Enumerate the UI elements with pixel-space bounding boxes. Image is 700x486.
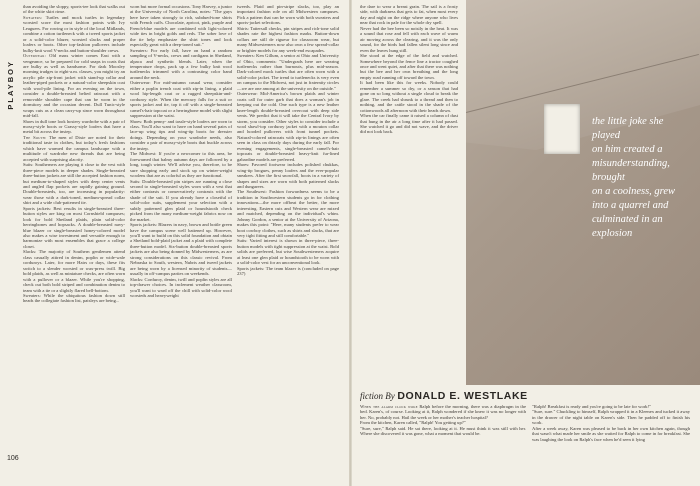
- paragraph: "Sure, sure," Ralph said. He sat there, looking at it. He must think it was still with her. Where she discovered it was gone, what a moment that would be.: [360, 425, 526, 437]
- paragraph: tweeds. Plaid and pin-stripe slacks, too, play an important fashion role on all Midwestern campuses. Pick a pattern that can be worn with both sweaters and sports-jacket selections.: [237, 4, 339, 26]
- page-gutter: [349, 0, 352, 486]
- paragraph: Shirts: Tattersall checks, pin stripes and rich-tone solid shades rate the highest fashion marks. Button-down collars are still de rigueur for classroom wear, but many Midwesterners now also own a few spread-collar or brighter models for any week-end escapades.: [237, 25, 339, 53]
- paragraph: "Sure, sure." Chuckling to himself, Ralph wrapped it in a Kleenex and tucked it away in the drawer of the night table on Karen's side. Then he padded off to finish his work.: [532, 409, 690, 426]
- paragraph: Sports jackets: The team blazer is (concluded on page 237): [237, 265, 339, 277]
- pull-quote-line: on a coolness, grew: [592, 186, 676, 197]
- paragraph: "Ralph! Breakfast is ready and you're going to be late for work!": [532, 404, 652, 409]
- paragraph: Never had the bee been so noisily in the heat. It was a sound that rose and fell with each wave of warm air moving across the clearing, and it was the only sound, for the birds had fallen silent long since and even the leaves hung still.: [360, 25, 458, 53]
- paragraph: Ralph before the morning, there was a diaphragm in the bed. Karen's, of course. Looking at it, Ralph wondered if she knew it was no longer with her. No, probably not. Hail the week or her mother's teacher hospital?: [360, 404, 526, 420]
- paragraph: Outerwear: For mid-autumn casual wear, consider either a poplin trench coat with zip-in lining, a plaid wool hip-length coat or a rugged sheepskin-and-corduroy style. When the mercury falls for a suit or sports jacket and tie, top it off with a single-breasted camel's-hair topcoat or a herringbone model with slight suppression at the waist.: [130, 80, 232, 119]
- leather-wallet-illustration: [466, 0, 700, 385]
- pull-quote-line: the little joke she played: [592, 116, 664, 141]
- paragraph: Slacks: Corduroy, denim, twill and poplin styles are all top-drawer choices. In inclement weather classroom, you'll want to ward off the chill with solid-color wool worsteds and heavyweight: [130, 276, 232, 299]
- article-column-3: [237, 4, 339, 464]
- paragraph: Outerwear: Mid-America's brown plaids and winter coats call for outer garb that does a woman's job in keeping out the cold. One such type is a new leather knee-length double-breasted overcoat with deep side vents. We predict that it will take the Central Ivory by storm, you consider. Other styles to consider include a wool shawl-top corduroy jacket with a mouton collar and hooded pullovers with front tunnel pockets. Natural-colored raincoats with zip-in linings are often seen in class on drizzly days during the early fall. For evening engagements, single-breasted camel's-hair topcoats or double-breasted heavy-knit fur-lined gabardine models are preferred.: [237, 91, 339, 162]
- story-byline: [360, 390, 690, 402]
- story-body-right: [532, 404, 690, 482]
- author-name: DONALD E. WESTLAKE: [397, 390, 528, 402]
- paragraph: Suits: Varied interest is shown in three-piece, three-button models with tight suppression at the waist. Bold solids are preferred, but wise Southwesterners acquire at least one glen plaid or houndstooth to be worn with a solid-color vest for an unconventional look.: [237, 238, 339, 266]
- paragraph: The men of Dixie are noted for their traditional taste in clothes, but today's fresh fashions which have warmed the campus landscape with a multitude of wardrobe new threads that are being accepted with surprising alacrity.: [23, 134, 125, 162]
- paragraph: Turtles and mock turtles in legendary worsted score the most fashion points with Ivy Leaguers. For rowing or in style of the local Midlands, combine a cotton turtleneck with a tweed sports jacket or a solid-color blazer, worsted slacks and proper loafers or boots. Other top-fashion pullovers include bulky-knit wool V-necks and button-shoulder crews.: [23, 14, 125, 53]
- pull-quote-line: into a quarrel and: [592, 200, 669, 211]
- page-number: 106: [7, 455, 19, 462]
- story-lead: When the alarm clock woke: [360, 404, 418, 409]
- story-body-left: [360, 404, 526, 482]
- paragraph: Shoes in dull tone look hosiery wardrobe with a pair of mossy-style boots or Grassy-style loafers that have a metal bit across the instep.: [23, 118, 125, 135]
- paragraph: Suits: Southerners are playing it close to the vest with three-piece models in deeper shades. Single-breasted three-button jackets are still the accepted fashion norm, but medium-to-shaped styles with deep center vents and angled flap pockets are rapidly gaining ground. Double-breasteds, too, are increasing in popularity: wear those with a dark-toned, medium-spread collar shirt and a wide club-patterned tie.: [23, 162, 125, 206]
- paragraph: Suits: Double-breasted pin stripes are running a close second to single-breasted styles worn with a vest that either contrasts or conservatively contrasts with the shade of the suit. If you already have a closetful of solid-color suits, supplement your selection with a subtly patterned glen plaid or houndstooth check picked from the many medium-weight fabrics now on the market.: [130, 178, 232, 222]
- paragraph: Sweaters: Ken Gillum, a senior at Ohio and University of Ohio, comments: "Undergrads here are wearing turtlenecks rather than burnouts, plus mid-season. Dark-colored mock turtles that are often worn with a solid-color jacket. The trend to turtlenecks is very even on campus to the Midwest, not just in fraternity circles—we are one among at the university on the outside.": [237, 53, 339, 91]
- paragraph: Sweaters: For early fall, have on hand a random sampling of V-necks, crews and cardigans in Shetland, alpaca and synthetic blends. Later, when the temperature drops, pack up a few bulky knit wool turtlenecks trimmed with a contrasting color band around the neck.: [130, 47, 232, 80]
- paragraph: After a week away, Karen was pleased to be back in her own kitchen again, though that wasn't what made her smile as she waited for Ralph to come in for breakfast. She was laughing the look on Ralph's face when he'd seen it lying: [532, 425, 690, 442]
- pull-quote: [592, 115, 692, 241]
- byline-label: fiction By: [360, 391, 395, 401]
- section-lead: Outerwear:: [23, 53, 47, 59]
- article-column-1: [23, 4, 125, 464]
- paragraph: The Southwest: Fashion forwardness seems to be a tradition in Southwestern students go in for clothing innovations—the more offbeat the better, the more interesting. Eastern cuts and Western wear are mixed and matched, depending on the individual's whim. Johnny Gordon, a senior at the University of Arizona, makes this point: "Here, many students prefer to wear boot cowboy clothes, such as shirts and slacks, that are very tight fitting and still comfortable.": [237, 189, 339, 239]
- section-heading: The South:: [23, 134, 47, 140]
- paragraph: worn but more formal occasions. Tony Harvey, a junior at the University of North Carolina, notes: "The guys here have taken strongly to rich, subdued-tone shirts with French cuffs. Chocolate, apricot, pink, purple and French-blue models are combined with light-colored wide ties in bright golds and reds. The sober love of the tie help emphasize the shirt tones and look especially great with a deep-toned suit.": [130, 4, 232, 48]
- paragraph: She stood at the edge of the field and watched. Somewhere beyond the fence line a tractor coughed once and went quiet, and after that there was nothing but the bee and her own breathing and the long empty road running off toward the town.: [360, 53, 458, 80]
- pull-quote-line: on him created a: [592, 144, 663, 155]
- article-column-2: [130, 4, 232, 464]
- pull-quote-line: misunderstanding, brought: [592, 158, 670, 183]
- story-column-left: [360, 4, 458, 404]
- paragraph: than avoiding the sloppy, sports-tee look that walks out of the white skirt rinse.: [23, 4, 125, 15]
- paragraph: From the kitchen, Karen called, "Ralph! You getting up?": [360, 420, 466, 426]
- paragraph: When the car finally came it raised a column of dust that hung in the air a long time after it had passed. She watched it go and did not wave, and the driver did not look back.: [360, 113, 458, 135]
- paragraph: Sports jackets: Best results in single-breasted three-button styles are king on most Cornshield campuses; look for bold Shetland plaids, plain solid-color herringbones and hopsacks. A double-breasted navy-blue blazer or single-breasted honey-colored model also makes a wise investment and versatile enough to harmonize with most ensembles that grace a college closet.: [23, 205, 125, 249]
- paragraph: It had been like this for weeks. Nobody could remember a summer so dry, or a season that had gone on so long without a single cloud to break the glare. The creek had shrunk to a thread and then to nothing, and the cattle stood in the shade of the cottonwoods all afternoon with their heads down.: [360, 80, 458, 113]
- paragraph: Sports jackets: Blazers in navy, brown and bottle green have the campus scene well battened up. However, you'll want to build on this solid foundation and obtain a Shetland bold-plaid jacket and a plaid with complete three-button model. Six-button double-breasted sports jackets are also being donned by Midwesterners, as are strong considerations on this classic revival. From Nebraska to South, western, Nubris and tweed jackets are being worn by a licensed minority of students—usually in off-campus parties on weekends.: [130, 222, 232, 277]
- magazine-name: PLAYBOY: [6, 60, 15, 110]
- paragraph: Shoes: Both penny- and tassle-style loafers are worn to class. You'll also want to have on hand several pairs of lace-up wing tips and wing-tip boots for dressier doings. Depending on your wardrobe needs, also consider a pair of mossy-style boots that buckle across the instep.: [130, 118, 232, 151]
- paragraph: Sweaters: While the ubiquitous fashion down still heads the collegiate fashion list, paisleys are being...: [23, 293, 125, 304]
- paragraph: The Midwest: If you're a newcomer to this area, be forewarned that balmy autumn days are followed by a long, tough winter. We'll advise you, therefore, to be sure shopping early and stock up on winter-weight woolens that are as colorful as they are functional.: [130, 151, 232, 179]
- magazine-name-vertical: [6, 60, 18, 140]
- paragraph: Shoes: Favored footwear includes polished chukkas, wing-tip brogues, penny loafers and the ever-popular sneakers. After the first snowfall, boots in a variety of shapes and sizes are worn with both patterned slacks and dungarees.: [237, 162, 339, 189]
- section-lead: Sweaters:: [23, 14, 43, 20]
- paragraph: Old mass winter comes East with a vengeance, so be prepared for cold snaps in coats that are bulky as well as handsome. For dark Moosley morning trudges to eight-a.m. classes, you might try an acrylic pile zip-front jacket with stand-up collar and leather-piped pockets or a natural-color sheepskin coat with wool-pile lining. For an evening on the town, consider a double-breasted belted raincoat with a removable shoulder cape that can be worn in the dormitory and the occasion decent. Dull Tunic-style wraps cuts as a clean carry-up since worn throughout mid-fall.: [23, 53, 125, 119]
- pull-quote-line: culminated in an explosion: [592, 214, 663, 239]
- paragraph: Slacks: The majority of Southern gentlemen attend class casually attired in denim, poplin or wide-wale corduroys. Later, for more Hairs or days, these fits switch to a slender worsted or wax-press twill. Big bold plaids, as well as miniature checks, are often worn with a pullover or a blazer. While you're shopping, check out both bold striped and combination denim to team with a tie or a slightly flared bell-bottom.: [23, 249, 125, 293]
- paragraph: the dare to wear a breast grain. The sail is a frosty side, with darkness that gets to fat, when most every day and night on the ridge where anyone who lives near that rock in pale for the whole dry spell.: [360, 4, 458, 26]
- wallet-cutout: [544, 104, 580, 154]
